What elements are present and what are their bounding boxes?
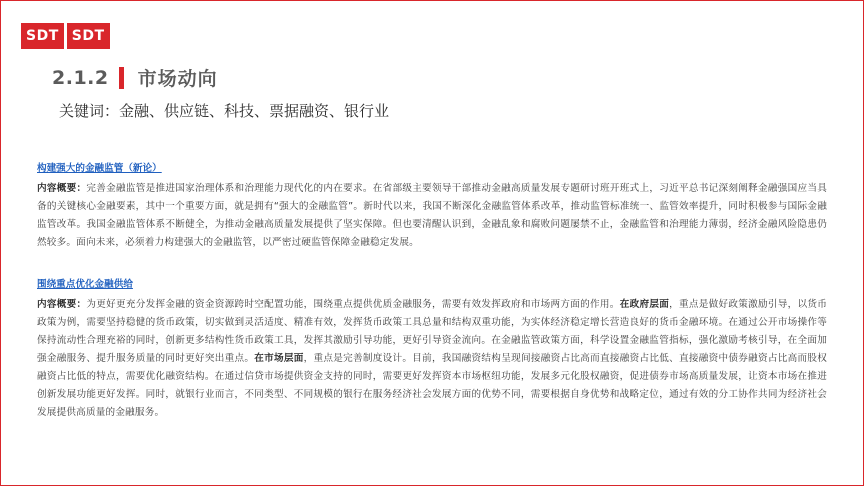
content-block-1 — [37, 160, 827, 252]
section-title: 市场动向 — [137, 68, 218, 90]
summary-text-c: ，重点是完善制度设计。目前，我国融资结构呈现间接融资占比高而直接融资占比低、直接融资中债券融资占比高而股权融资占比低的特点，需要优化融资结构。在通过信贷市场提供资金支持的同时，需要更好发挥资本市场枢纽功能，发展多元化股权融资，促进债券市场高质量发展，让资本市场在推进创新发展功能更好发挥。同时，就银行业而言，不同类型、不同规模的银行在服务经济社会发展方面的优势不同，需要根据自身优势和战略定位，通过有效的分工协作共同为经济社会发展提供高质量的金融服务。 — [37, 353, 828, 418]
summary-text-a: 为更好更充分发挥金融的资金资源跨时空配置功能，围绕重点提供优质金融服务，需要有效发挥政府和市场两方面的作用。 — [86, 299, 620, 310]
summary-label: 内容概要： — [37, 299, 87, 310]
emphasis-market: 在市场层面 — [254, 353, 304, 364]
logo-box-1: SDT — [21, 23, 64, 49]
summary-paragraph-2 — [37, 296, 827, 422]
section-header — [52, 64, 218, 91]
summary-label: 内容概要： — [37, 183, 87, 194]
logo-box-2: SDT — [67, 23, 110, 49]
content-block-2 — [37, 276, 827, 422]
red-divider-bar — [119, 67, 124, 89]
summary-text: 完善金融监管是推进国家治理体系和治理能力现代化的内在要求。在省部级主要领导干部推动金融高质量发展专题研讨班开班式上，习近平总书记深刻阐释金融强国应当具备的关键核心金融要素，其中一个重要方面，就是拥有“强大的金融监管”。新时代以来，我国不断深化金融监管体系改革，推动监管标准统一、监管效率提升，同时积极参与国际金融监管改革。我国金融监管体系不断健全，为推动金融高质量发展提供了坚实保障。但也要清醒认识到，金融乱象和腐败问题屡禁不止，金融监管和治理能力薄弱，经济金融风险隐患仍然较多。面向未来，必须着力构建强大的金融监管，以严密过硬监管保障金融稳定发展。 — [37, 183, 828, 248]
section-number: 2.1.2 — [52, 66, 109, 89]
summary-paragraph-1 — [37, 180, 827, 252]
sdt-logo — [21, 23, 110, 49]
topic-link-2[interactable]: 围绕重点优化金融供给 — [37, 279, 133, 290]
topic-link-1[interactable]: 构建强大的金融监管（新论） — [37, 163, 162, 174]
keywords-line: 关键词：金融、供应链、科技、票据融资、银行业 — [59, 102, 390, 120]
emphasis-government: 在政府层面 — [619, 299, 670, 310]
summary-text-b: ，重点是做好政策激励引导，以货币政策为例，需要坚持稳健的货币政策，切实做到灵活适度、精准有效，发挥货币政策工具总量和结构双重功能，为实体经济稳定增长营造良好的货币金融环境。在通过公开市场操作等保持流动性合理充裕的同时，创新更多结构性货币政策工具，发挥其激励引导功能，更好引导资金流向。在金融监管政策方面，科学设置金融监管指标，强化激励考核引导，在全面加强金融服务、提升服务质量的同时更好突出重点。 — [37, 299, 828, 364]
